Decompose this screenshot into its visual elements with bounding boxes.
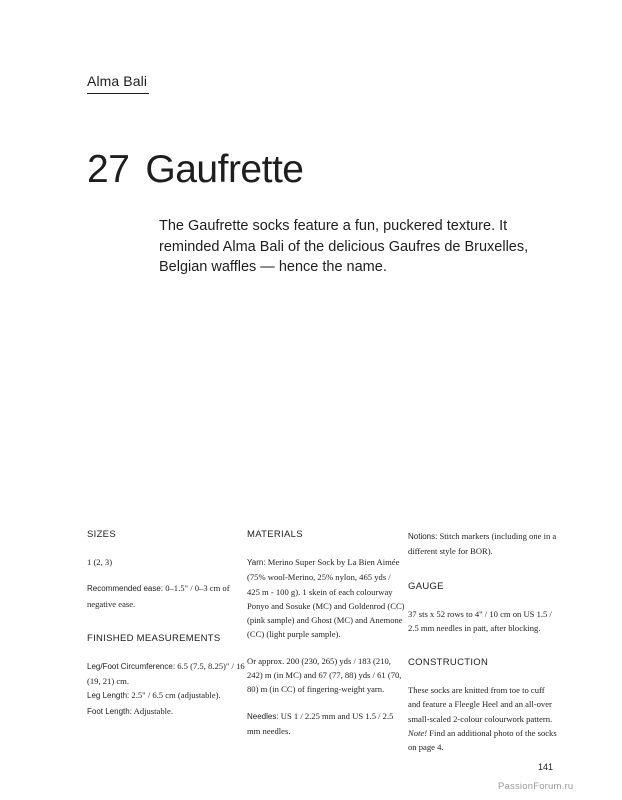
pattern-number: 27: [87, 148, 130, 191]
notions-text: Stitch markers (including one in a different style for BOR).: [408, 531, 557, 557]
construction-heading: CONSTRUCTION: [408, 657, 489, 669]
foot-length-text: Adjustable.: [133, 705, 173, 716]
yarn-label: Yarn:: [247, 558, 266, 567]
recommended-ease: [87, 581, 247, 611]
pattern-title: [87, 150, 303, 189]
foot-length-label: Foot Length:: [87, 706, 132, 716]
watermark: PassionForum.ru: [498, 781, 574, 792]
leg-length: [87, 688, 247, 703]
ease-text: 0–1.5" / 0–3 cm of negative ease.: [87, 583, 230, 609]
leg-length-text: 2.5" / 6.5 cm (adjustable).: [131, 690, 221, 701]
leg-foot-circumference: [87, 659, 247, 689]
gauge-heading: GAUGE: [408, 580, 444, 592]
sizes-heading: SIZES: [87, 529, 116, 540]
construction-note: Note!: [408, 728, 428, 739]
notions: [408, 529, 558, 559]
finished-measurements-heading: FINISHED MEASUREMENTS: [87, 632, 221, 644]
foot-length: [87, 704, 247, 719]
construction-text-before: These socks are knitted from toe to cuff and feature a Fleegle Heel and an all-over small-scaled 2-colour colourwork pattern.: [408, 685, 553, 724]
construction-text-after: Find an additional photo of the socks on page 4.: [408, 728, 557, 753]
designer-underline: [87, 93, 149, 94]
pattern-name: Gaufrette: [145, 148, 304, 191]
column-notions: [408, 529, 558, 767]
needles: [247, 709, 405, 739]
needles-text: US 1 / 2.25 mm and US 1.5 / 2.5 mm needles.: [247, 710, 394, 736]
finished-measurements: [87, 659, 247, 719]
column-materials: [247, 529, 405, 750]
notions-label: Notions:: [408, 532, 438, 541]
yarn-approx: Or approx. 200 (230, 265) yds / 183 (210, 242) m (in MC) and 67 (77, 88) yds / 61 (70, 80) m (in CC) of fingering-weight yarn.: [247, 655, 402, 695]
designer-name: Alma Bali: [87, 73, 148, 89]
needles-label: Needles:: [247, 711, 279, 721]
ease-label: Recommended ease:: [87, 584, 164, 594]
sizes-values: 1 (2, 3): [87, 557, 113, 567]
column-sizes: [87, 529, 247, 719]
yarn: [247, 555, 405, 642]
materials-heading: MATERIALS: [247, 529, 303, 540]
intro-paragraph: The Gaufrette socks feature a fun, puckered texture. It reminded Alma Bali of the delicious Gaufres de Bruxelles, Belgian waffles — hence the name.: [159, 218, 529, 275]
yarn-text: Merino Super Sock by La Bien Aimée (75% wool-Merino, 25% nylon, 465 yds / 425 m - 100 g). 1 skein of each colourway Ponyo and Sosuke (MC) and Goldenrod (CC) (pink sample) and Ghost (MC) and Anemone (CC) (light purple sample).: [247, 557, 405, 640]
page-number: 141: [538, 762, 554, 772]
gauge-text: 37 sts x 52 rows to 4" / 10 cm on US 1.5 / 2.5 mm needles in patt, after blocking.: [408, 608, 552, 633]
leg-foot-text: 6.5 (7.5, 8.25)" / 16 (19, 21) cm.: [87, 660, 245, 687]
leg-foot-label: Leg/Foot Circumference:: [87, 661, 176, 671]
leg-length-label: Leg Length:: [87, 691, 130, 701]
construction-text: [408, 683, 558, 754]
